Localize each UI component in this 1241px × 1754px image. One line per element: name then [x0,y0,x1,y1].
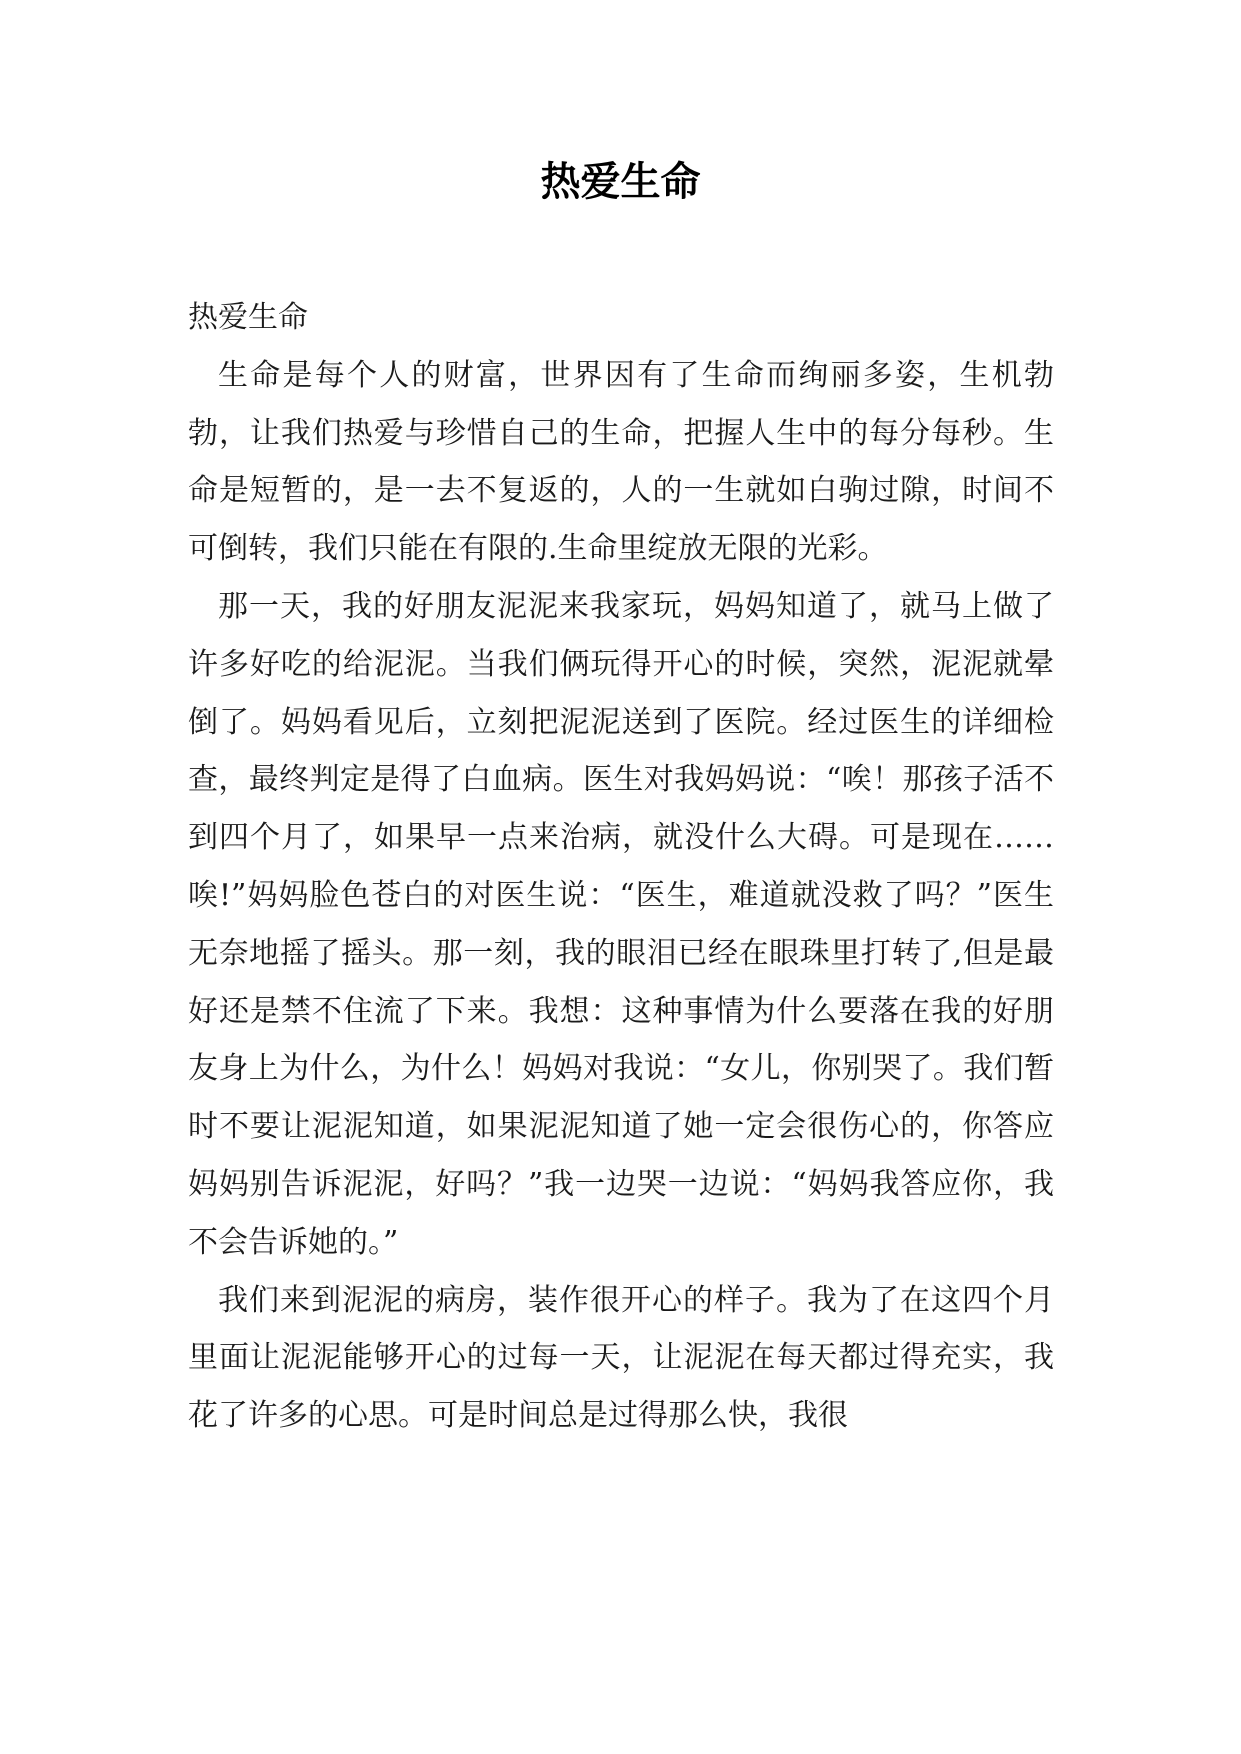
document-subtitle: 热爱生命 [188,300,308,335]
paragraph-2: 那一天，我的好朋友泥泥来我家玩，妈妈知道了，就马上做了许多好吃的给泥泥。当我们俩玩得开心的时候，突然，泥泥就晕倒了。妈妈看见后，立刻把泥泥送到了医院。经过医生的详细检查，最终判定是得了白血病。医生对我妈妈说：“唉！那孩子活不到四个月了，如果早一点来治病，就没什么大碍。可是现在……唉!”妈妈脸色苍白的对医生说：“医生，难道就没救了吗？”医生无奈地摇了摇头。那一刻，我的眼泪已经在眼珠里打转了,但是最好还是禁不住流了下来。我想：这种事情为什么要落在我的好朋友身上为什么，为什么！妈妈对我说：“女儿，你别哭了。我们暂时不要让泥泥知道，如果泥泥知道了她一定会很伤心的，你答应妈妈别告诉泥泥，好吗？”我一边哭一边说：“妈妈我答应你，我不会告诉她的。” [188,588,1054,1260]
paragraph-1: 生命是每个人的财富，世界因有了生命而绚丽多姿，生机勃勃，让我们热爱与珍惜自己的生命，把握人生中的每分每秒。生命是短暂的，是一去不复返的，人的一生就如白驹过隙，时间不可倒转，我们只能在有限的.生命里绽放无限的光彩。 [188,357,1054,567]
paragraph-3: 我们来到泥泥的病房，装作很开心的样子。我为了在这四个月里面让泥泥能够开心的过每一天，让泥泥在每天都过得充实，我花了许多的心思。可是时间总是过得那么快，我很 [188,1282,1054,1434]
document-title: 热爱生命 [540,159,701,205]
document-body [188,289,1054,1445]
